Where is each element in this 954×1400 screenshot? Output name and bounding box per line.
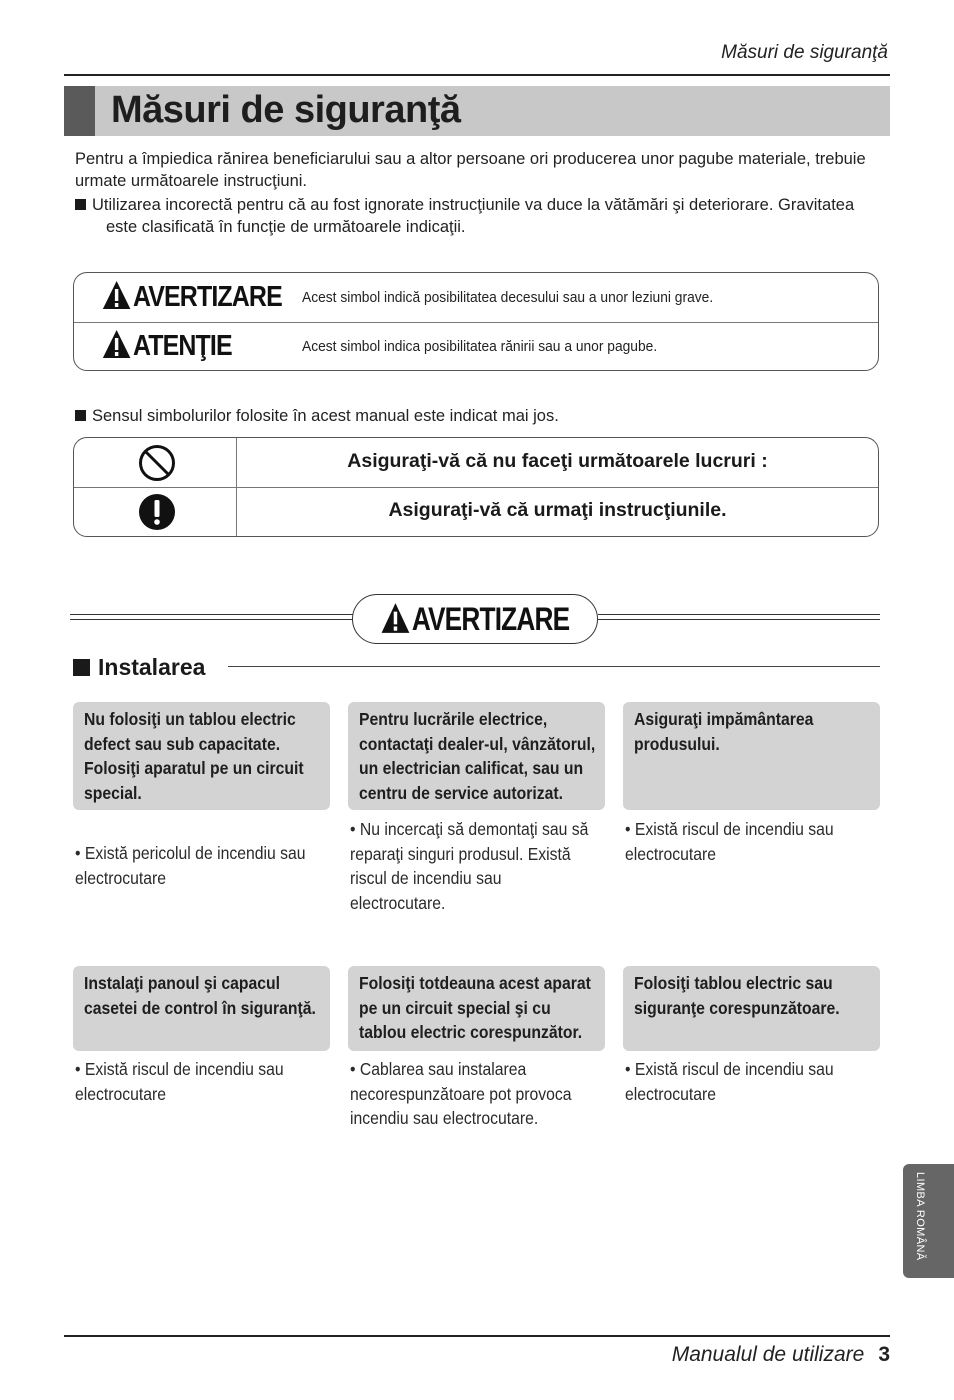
mandatory-icon	[138, 493, 176, 531]
card-heading: Folosiţi tablou electric sau siguranţe corespunzătoare.	[623, 966, 880, 1051]
prohibited-text: Asiguraţi-vă că nu faceţi următoarele lucruri :	[347, 450, 768, 472]
signal-words-box	[73, 272, 879, 371]
section-heading: Instalarea	[73, 654, 205, 681]
symbol-row-prohibited	[74, 438, 878, 488]
footer	[672, 1343, 890, 1367]
footer-title: Manualul de utilizare	[671, 1343, 865, 1366]
section-rule	[228, 666, 880, 667]
footer-rule	[64, 1335, 890, 1337]
square-bullet-icon	[75, 199, 86, 210]
card-detail: • Există riscul de incendiu sau electrocutare	[625, 819, 834, 864]
warning-description: Acest simbol indică posibilitatea decesului sau a unor leziuni grave.	[302, 289, 714, 306]
page-number: 3	[878, 1343, 890, 1366]
warning-banner	[352, 594, 598, 644]
card-detail: • Nu incercaţi să demontaţi sau să reparaţi singuri produsul. Există riscul de incendiu sau electrocutare.	[350, 819, 589, 913]
title-band	[64, 86, 890, 136]
intro-text: Pentru a împiedica rănirea beneficiarului sau a altor persoane ori producerea unor pagube materiale, trebuie urmate următoarele instrucţiuni.	[75, 150, 866, 190]
caution-description: Acest simbol indica posibilitatea rănirii sau a unor pagube.	[302, 338, 658, 355]
warning-triangle-icon	[381, 602, 411, 634]
card-heading: Nu folosiţi un tablou electric defect sau sub capacitate. Folosiţi aparatul pe un circuit special.	[73, 702, 330, 810]
symbols-table	[73, 437, 879, 537]
intro-bullet	[75, 194, 875, 238]
title-marker	[64, 86, 95, 136]
language-tab-label: LIMBA ROMÂNĂ	[914, 1172, 926, 1261]
intro-bullet-text: Utilizarea incorectă pentru că au fost ignorate instrucţiunile va duce la vătămări şi deteriorare. Gravitatea este clasificată în funcţie de următoarele indicaţii.	[92, 196, 855, 236]
signal-row-warning	[74, 273, 878, 323]
card-detail: • Există pericolul de incendiu sau electrocutare	[75, 843, 306, 888]
card-heading: Pentru lucrările electrice, contactaţi dealer-ul, vânzătorul, un electrician calificat, sau un centru de service autorizat.	[348, 702, 605, 810]
page-title: Măsuri de siguranţă	[111, 89, 461, 131]
banner-rule-left	[70, 614, 353, 620]
card-detail: • Există riscul de incendiu sau electrocutare	[625, 1059, 834, 1104]
signal-row-caution	[74, 322, 878, 371]
card-heading: Folosiţi totdeauna acest aparat pe un circuit special şi cu tablou electric corespunzător.	[348, 966, 605, 1051]
section-square-icon	[73, 659, 90, 676]
language-tab	[903, 1164, 954, 1278]
mandatory-text: Asiguraţi-vă că urmaţi instrucţiunile.	[388, 499, 727, 521]
banner-rule-right	[598, 614, 880, 620]
warning-triangle-icon	[102, 280, 131, 310]
running-header: Măsuri de siguranţă	[721, 42, 888, 63]
card-heading: Instalaţi panoul şi capacul casetei de control în siguranţă.	[73, 966, 330, 1051]
card-detail: • Există riscul de incendiu sau electrocutare	[75, 1059, 284, 1104]
symbol-row-mandatory	[74, 487, 878, 536]
symbols-note: Sensul simbolurilor folosite în acest manual este indicat mai jos.	[75, 407, 559, 426]
card-heading: Asiguraţi impământarea produsului.	[623, 702, 880, 810]
warning-triangle-icon	[102, 329, 131, 359]
warning-label: AVERTIZARE	[102, 280, 282, 314]
header-rule	[64, 74, 890, 76]
caution-label: ATENŢIE	[102, 329, 232, 363]
square-bullet-icon	[75, 410, 86, 421]
warning-banner-label: AVERTIZARE	[375, 601, 575, 638]
card-detail: • Cablarea sau instalarea necorespunzătoare pot provoca incendiu sau electrocutare.	[350, 1059, 572, 1128]
prohibited-icon	[138, 444, 176, 482]
intro-paragraph	[75, 148, 875, 192]
